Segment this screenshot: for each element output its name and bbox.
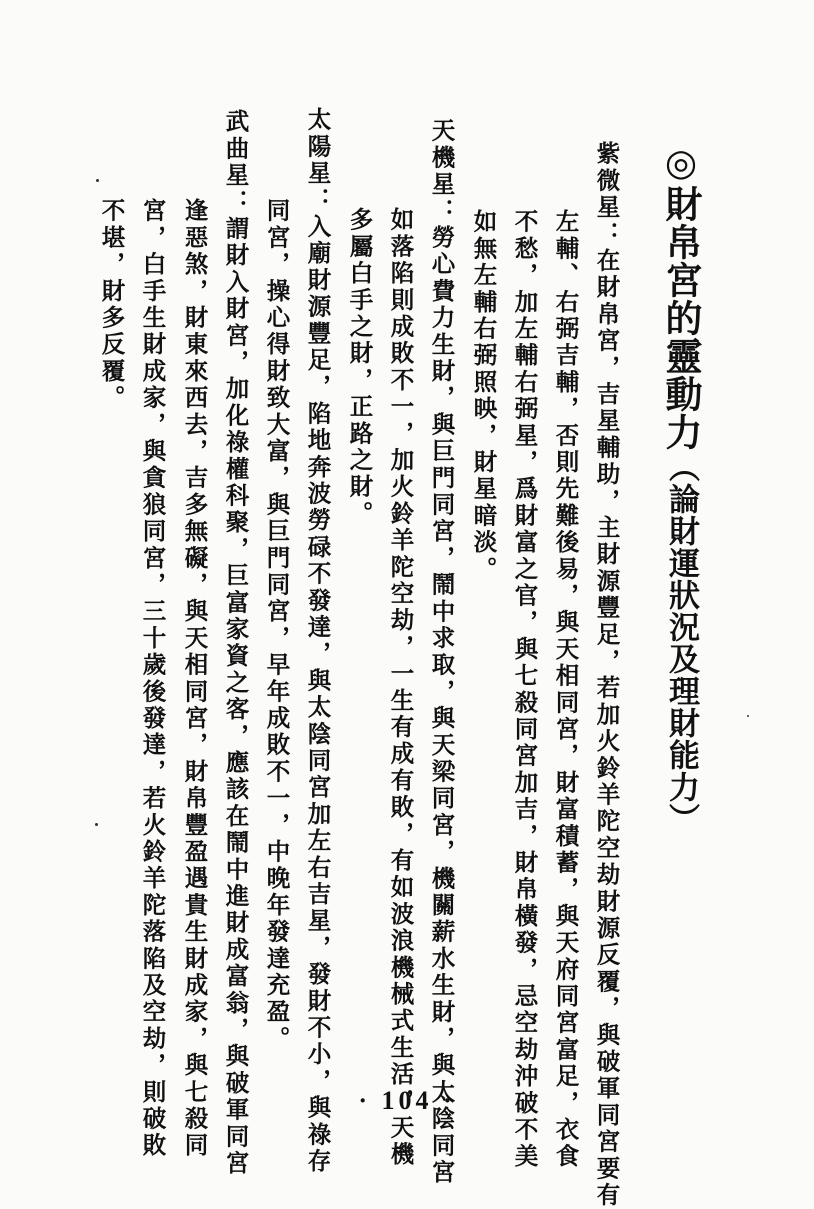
scan-speck (95, 823, 98, 826)
text-column: 紫微星：在財帛宮，吉星輔助，主財源豐足，若加火鈴羊陀空劫財源反覆，與破軍同宮要有 (592, 141, 621, 1209)
heading-title: ◎財帛宮的靈動力 (659, 140, 703, 451)
text-column: 不愁，加左輔右弼星，爲財富之官，與七殺同宮加吉，財帛橫發，忌空劫沖破不美 (510, 209, 539, 1171)
text-column: 同宮，操心得財致大富，與巨門同宮，早年成敗不一，中晚年發達充盈。 (262, 198, 291, 1053)
scan-speck (96, 179, 99, 182)
text-column: 不堪，財多反覆。 (97, 198, 126, 412)
text-column: 如無左輔右弼照映，財星暗淡。 (469, 209, 498, 583)
text-column: 天機星：勞心費力生財，與巨門同宮，鬧中求取，與天梁同宮，機關薪水生財，與太陰同宮 (427, 118, 456, 1186)
section-heading (659, 140, 703, 835)
text-column: 宮，白手生財成家，與貪狼同宮，三十歲後發達，若火鈴羊陀落陷及空劫，則破敗 (138, 198, 167, 1160)
page-number: · 104 · (358, 1086, 456, 1115)
text-column: 多屬白手之財，正路之財。 (345, 207, 374, 528)
text-column: 太陽星：入廟財源豐足，陷地奔波勞碌不發達，與太陰同宮加左右吉星，發財不小，與祿存 (303, 107, 332, 1175)
text-column: 武曲星：謂財入財宮，加化祿權科聚，巨富家資之客，應該在鬧中進財成富翁，與破軍同宮 (221, 109, 250, 1177)
scan-speck (747, 715, 749, 717)
text-column: 如落陷則成敗不一，加火鈴羊陀空劫，一生有成有敗，有如波浪機械式生活，天機 (386, 207, 415, 1169)
text-column: 逢惡煞，財東來西去，吉多無礙，與天相同宮，財帛豐盈遇貴生財成家，與七殺同 (180, 198, 209, 1160)
text-column: 左輔、右弼吉輔，否則先難後易，與天相同宮，財富積蓄，與天府同宮富足，衣食 (551, 209, 580, 1171)
heading-subtitle: （論財運狀況及理財能力） (663, 451, 699, 835)
